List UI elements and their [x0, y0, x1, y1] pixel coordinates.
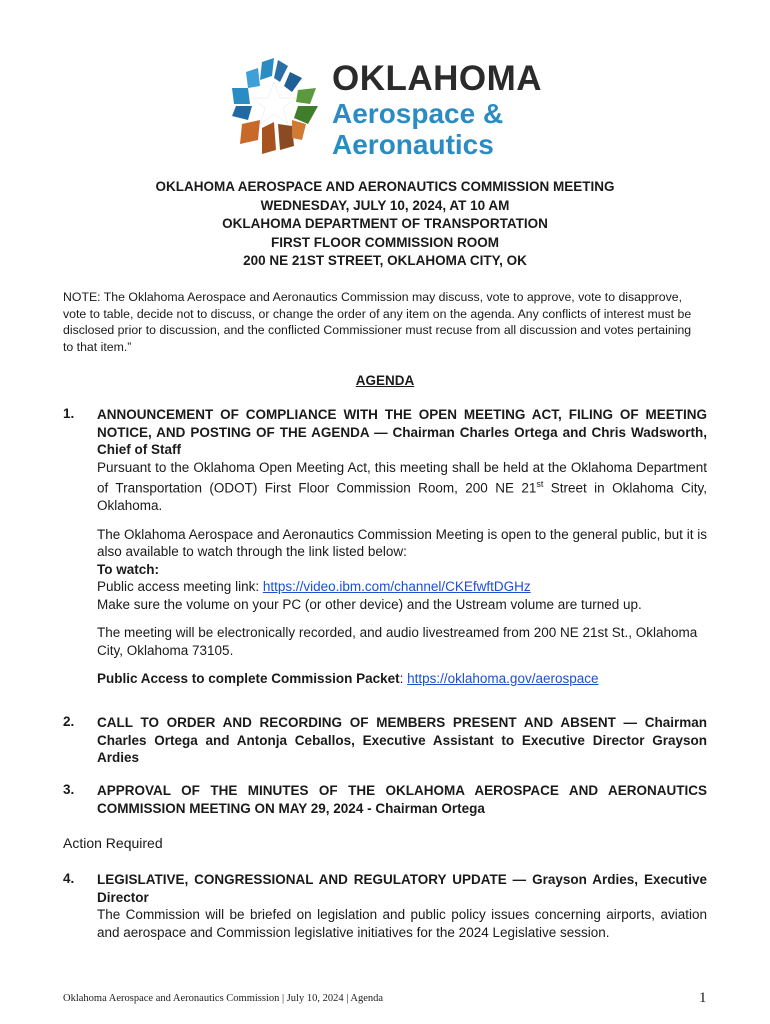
agency-logo — [222, 58, 542, 168]
to-watch-label: To watch: — [97, 561, 159, 577]
agenda-item-3 — [97, 782, 707, 817]
agenda-item-1 — [97, 406, 707, 688]
wordmark-line-3: Aeronautics — [332, 129, 494, 160]
meeting-link-label: Public access meeting link: — [97, 579, 263, 594]
recording-note: The meeting will be electronically recorded, and audio livestreamed from 200 NE 21st St., Oklahoma City, Oklahoma 73105. — [97, 625, 698, 658]
notice-paragraph: NOTE: The Oklahoma Aerospace and Aeronautics Commission may discuss, vote to approve, vote to disapprove, vote to table, decide not to discuss, or change the order of any item on the agenda. Any conflicts of interest must be disclosed prior to discussion, and the conflicted Commissioner must recuse from all discussion and votes pertaining to that item.” — [63, 290, 692, 354]
volume-note: Make sure the volume on your PC (or other device) and the Ustream volume are turned up. — [97, 596, 642, 612]
header-line-3: OKLAHOMA DEPARTMENT OF TRANSPORTATION — [222, 216, 548, 231]
header-line-1: OKLAHOMA AEROSPACE AND AERONAUTICS COMMISSION MEETING — [155, 179, 615, 194]
star-emblem-icon — [222, 58, 327, 158]
header-line-5: 200 NE 21ST STREET, OKLAHOMA CITY, OK — [243, 253, 527, 268]
item-4-title: LEGISLATIVE, CONGRESSIONAL AND REGULATORY UPDATE — Grayson Ardies, Executive Director — [97, 872, 707, 905]
header-line-2: WEDNESDAY, JULY 10, 2024, AT 10 AM — [260, 197, 510, 213]
packet-label: Public Access to complete Commission Packet — [97, 671, 400, 686]
ordinal-suffix: st — [536, 479, 544, 489]
item-1-location-start: Pursuant to the Oklahoma Open Meeting Act, this meeting shall be held at the Oklahoma Department of Transportation (ODOT) First Floor Commission Room, 200 NE 21 — [97, 459, 707, 496]
item-1-location-end: Street in Oklahoma City, Oklahoma. — [97, 480, 707, 513]
item-2-number: 2. — [63, 714, 75, 729]
header-line-4: FIRST FLOOR COMMISSION ROOM — [271, 234, 499, 250]
agenda-item-2 — [97, 714, 707, 767]
page-footer: Oklahoma Aerospace and Aeronautics Commission | July 10, 2024 | Agenda — [63, 993, 384, 1004]
wordmark-line-1: OKLAHOMA — [332, 59, 543, 98]
item-1-public-note: The Oklahoma Aerospace and Aeronautics Commission Meeting is open to the general public, but it is also available to watch through the link listed below: — [97, 526, 707, 559]
packet-separator: : — [399, 671, 408, 686]
item-1-title: ANNOUNCEMENT OF COMPLIANCE WITH THE OPEN MEETING ACT, FILING OF MEETING NOTICE, AND POSTING OF THE AGENDA — Chairman Charles Ortega and Chris Wadsworth, Chief of Staff — [97, 407, 707, 457]
item-4-number: 4. — [63, 871, 75, 886]
meeting-header — [60, 178, 710, 271]
agency-wordmark — [332, 60, 542, 160]
agenda-item-4 — [97, 871, 707, 941]
commission-packet-link[interactable]: https://oklahoma.gov/aerospace — [407, 671, 599, 686]
packet-line — [97, 670, 707, 688]
item-3-title: APPROVAL OF THE MINUTES OF THE OKLAHOMA AEROSPACE AND AERONAUTICS COMMISSION MEETING ON MAY 29, 2024 - Chairman Ortega — [97, 783, 707, 816]
item-1-number: 1. — [63, 406, 75, 421]
agenda-title: AGENDA — [355, 373, 415, 388]
page-number: 1 — [699, 990, 707, 1006]
item-4-body: The Commission will be briefed on legislation and public policy issues concerning airports, aviation and aerospace and Commission legislative initiatives for the 2024 Legislative session. — [97, 907, 707, 940]
meeting-video-link[interactable]: https://video.ibm.com/channel/CKEfwftDGHz — [262, 579, 531, 594]
wordmark-line-2: Aerospace & — [332, 98, 504, 129]
meeting-link-line — [97, 578, 707, 596]
item-1-location — [97, 459, 707, 515]
action-required-label: Action Required — [63, 835, 163, 851]
item-2-title: CALL TO ORDER AND RECORDING OF MEMBERS PRESENT AND ABSENT — Chairman Charles Ortega and Antonja Ceballos, Executive Assistant to Executive Director Grayson Ardies — [97, 715, 707, 765]
item-3-number: 3. — [63, 782, 75, 797]
